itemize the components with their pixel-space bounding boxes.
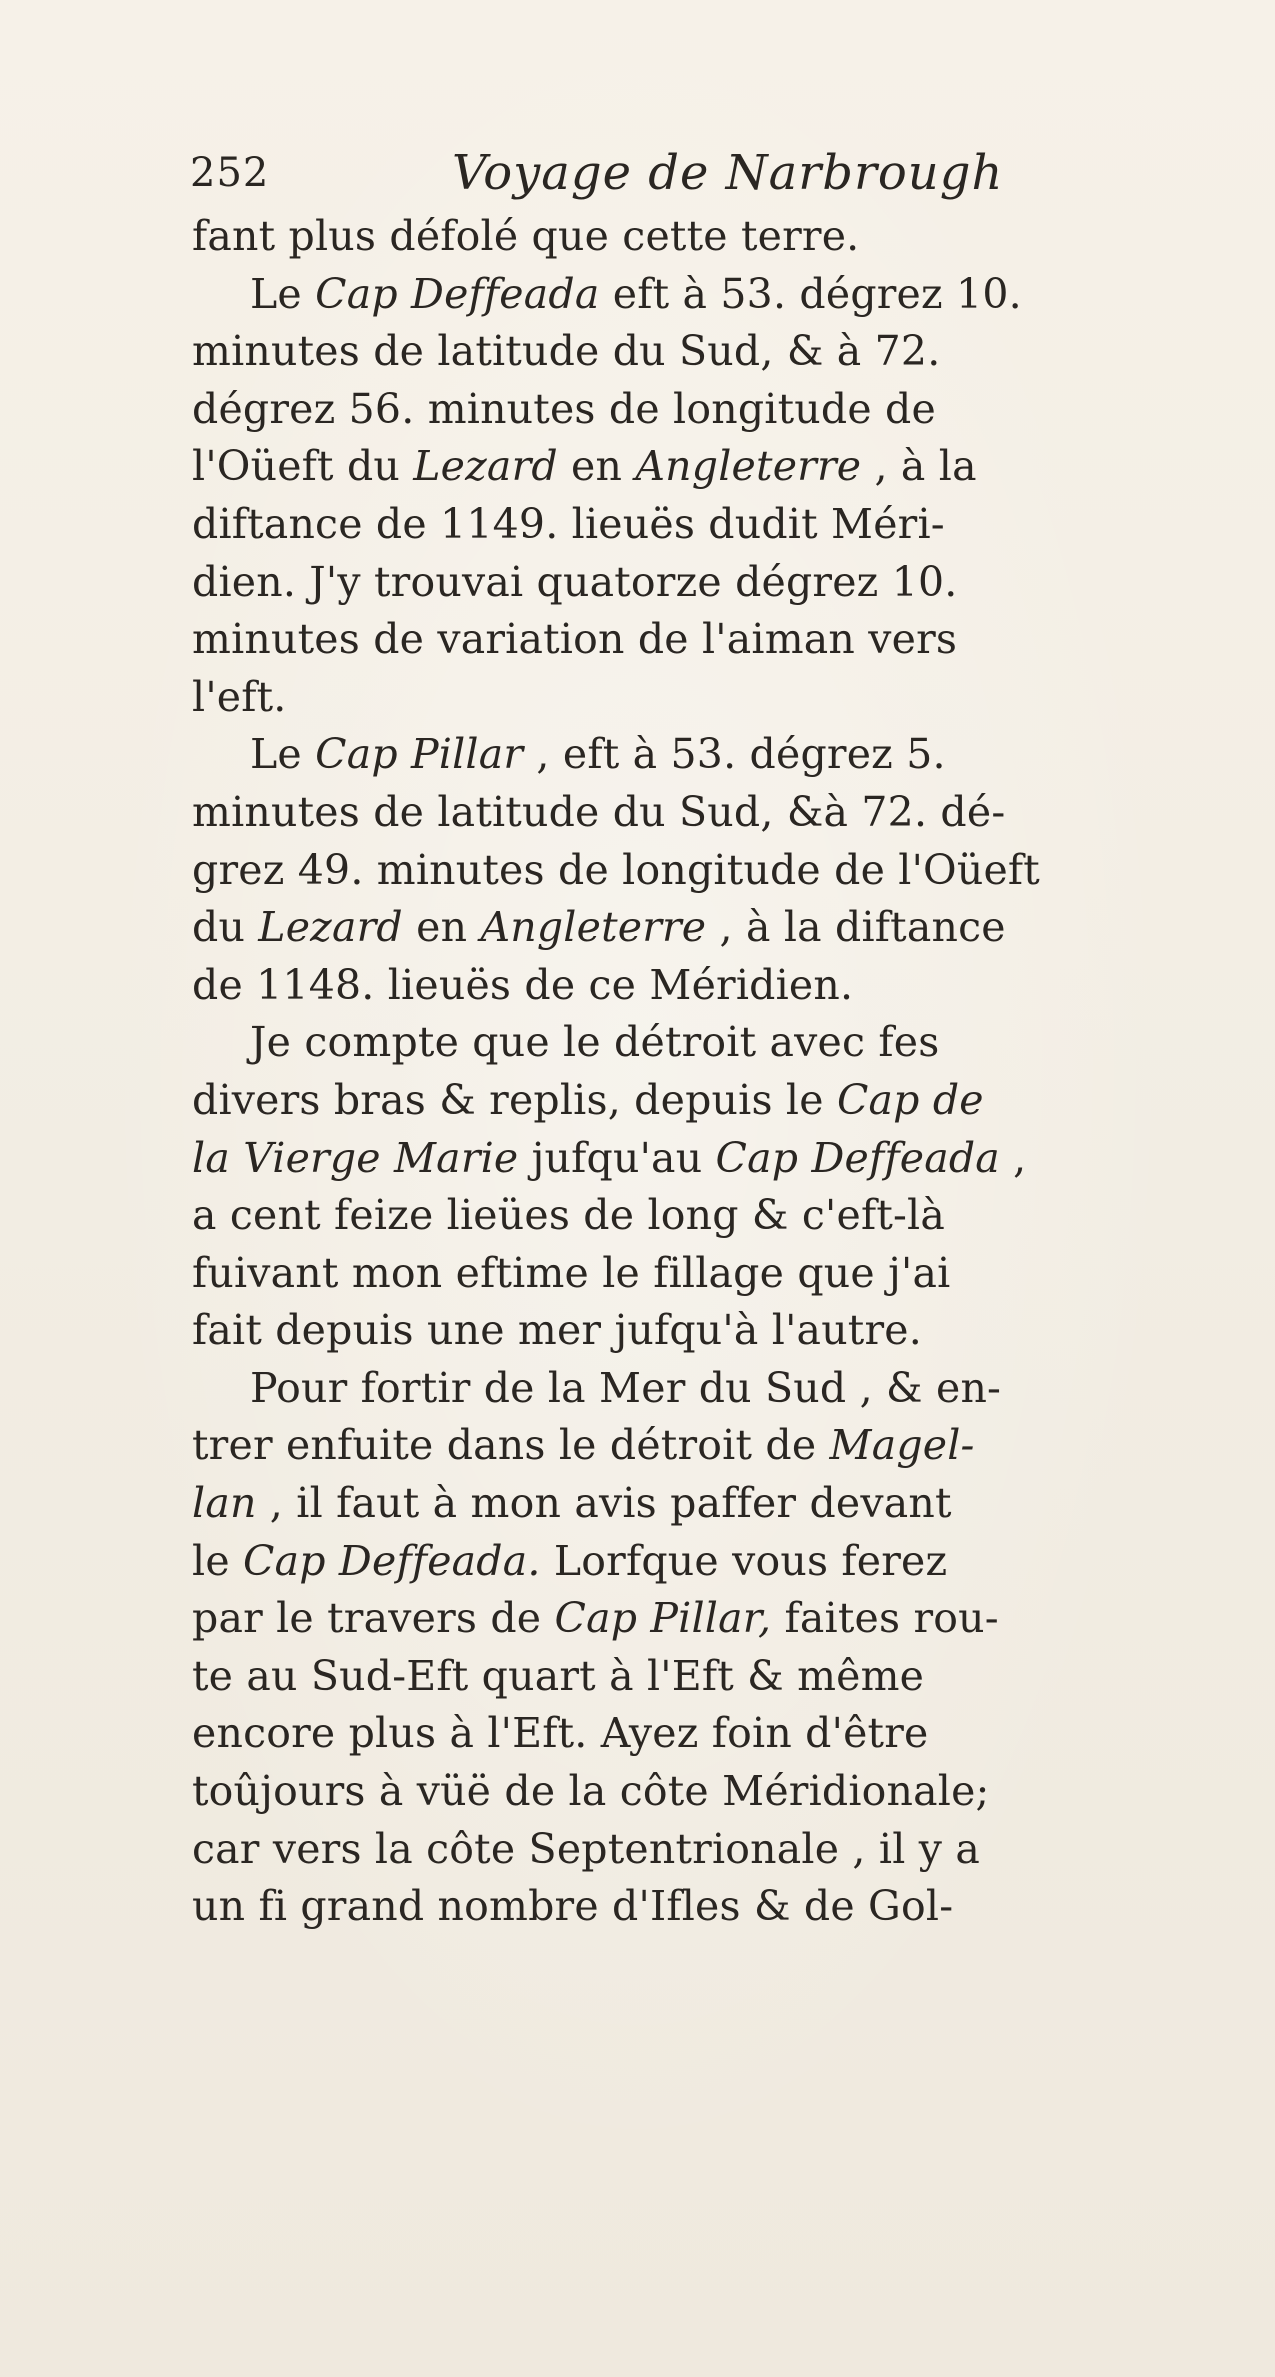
text-segment: grez 49. minutes de longitude de l'Oüeft (192, 845, 1040, 894)
page-header (190, 138, 1090, 208)
text-segment: dégrez 56. minutes de longitude de (192, 384, 936, 433)
text-line (192, 496, 1192, 554)
text-segment: minutes de latitude du Sud, &à 72. dé- (192, 787, 1006, 836)
text-segment: du (192, 903, 259, 952)
text-line (192, 438, 1192, 496)
text-line (192, 1878, 1192, 1936)
text-line (192, 1245, 1192, 1303)
text-segment: faites rou- (771, 1594, 999, 1643)
text-segment: par le travers de (192, 1594, 555, 1643)
text-line (192, 323, 1192, 381)
text-segment: Pour fortir de la Mer du Sud , & en- (250, 1363, 1002, 1412)
page-number: 252 (190, 150, 270, 196)
text-line (192, 1705, 1192, 1763)
text-segment: Le (250, 730, 316, 779)
text-line (192, 1302, 1192, 1360)
text-line (192, 266, 1192, 324)
text-segment: Lorfque vous ferez (540, 1536, 948, 1585)
text-line (192, 1648, 1192, 1706)
italic-text-segment: lan (192, 1479, 257, 1528)
text-line (192, 1187, 1192, 1245)
text-segment: en (402, 903, 481, 952)
text-line (192, 957, 1192, 1015)
italic-text-segment: Cap Deffeada (715, 1133, 1000, 1182)
text-line (192, 1763, 1192, 1821)
text-segment: , à la (861, 442, 977, 491)
text-line (192, 726, 1192, 784)
text-line (192, 1475, 1192, 1533)
text-segment: le (192, 1536, 244, 1585)
italic-text-segment: Cap de (836, 1075, 984, 1124)
text-line (192, 899, 1192, 957)
text-segment: l'Oüeft du (192, 442, 414, 491)
text-segment: a cent feize lieües de long & c'eft-là (192, 1191, 946, 1240)
text-line (192, 554, 1192, 612)
text-segment: un fi grand nombre d'Ifles & de Gol- (192, 1882, 954, 1931)
text-line (192, 1533, 1192, 1591)
italic-text-segment: Angleterre (480, 903, 707, 952)
text-line (192, 784, 1192, 842)
text-segment: , eft à 53. dégrez 5. (523, 730, 946, 779)
italic-text-segment: Cap Deffeada. (243, 1536, 541, 1585)
text-segment: divers bras & replis, depuis le (192, 1075, 837, 1124)
text-segment: de 1148. lieuës de ce Méridien. (192, 960, 854, 1009)
text-segment: trer enfuite dans le détroit de (192, 1421, 830, 1470)
body-text (192, 208, 1192, 1936)
italic-text-segment: Magel- (829, 1421, 975, 1470)
text-segment: eft à 53. dégrez 10. (599, 269, 1022, 318)
text-line (192, 381, 1192, 439)
italic-text-segment: la Vierge Marie (192, 1133, 519, 1182)
text-segment: minutes de latitude du Sud, & à 72. (192, 327, 941, 376)
text-segment: encore plus à l'Eft. Ayez foin d'être (192, 1709, 929, 1758)
text-line (192, 208, 1192, 266)
text-segment: toûjours à vüë de la côte Méridionale; (192, 1767, 990, 1816)
text-segment: car vers la côte Septentrionale , il y a (192, 1824, 980, 1873)
text-line (192, 1360, 1192, 1418)
text-segment: , à la diftance (706, 903, 1006, 952)
italic-text-segment: Lezard (258, 903, 403, 952)
text-segment: minutes de variation de l'aiman vers (192, 615, 958, 664)
text-line (192, 1130, 1192, 1188)
text-segment: Je compte que le détroit avec fes (250, 1018, 940, 1067)
text-segment: diftance de 1149. lieuës dudit Méri- (192, 499, 945, 548)
text-segment: l'eft. (192, 672, 287, 721)
text-segment: Le (250, 269, 316, 318)
text-segment: dien. J'y trouvai quatorze dégrez 10. (192, 557, 958, 606)
text-segment: , (999, 1133, 1027, 1182)
text-line (192, 1072, 1192, 1130)
running-title: Voyage de Narbrough (452, 145, 1004, 201)
italic-text-segment: Angleterre (635, 442, 862, 491)
text-segment: , il faut à mon avis paffer devant (256, 1479, 952, 1528)
text-line (192, 1014, 1192, 1072)
text-segment: fant plus défolé que cette terre. (192, 212, 860, 260)
text-line (192, 1821, 1192, 1879)
italic-text-segment: Cap Pillar, (554, 1594, 772, 1643)
text-line (192, 611, 1192, 669)
text-line (192, 669, 1192, 727)
text-segment: te au Sud-Eft quart à l'Eft & même (192, 1651, 925, 1700)
text-segment: fait depuis une mer jufqu'à l'autre. (192, 1306, 922, 1355)
italic-text-segment: Cap Deffeada (315, 269, 600, 318)
text-line (192, 842, 1192, 900)
text-segment: fuivant mon eftime le fillage que j'ai (192, 1248, 951, 1297)
italic-text-segment: Lezard (413, 442, 558, 491)
text-line (192, 1417, 1192, 1475)
text-line (192, 1590, 1192, 1648)
text-segment: en (557, 442, 636, 491)
italic-text-segment: Cap Pillar (315, 730, 524, 779)
text-segment: jufqu'au (518, 1133, 716, 1182)
